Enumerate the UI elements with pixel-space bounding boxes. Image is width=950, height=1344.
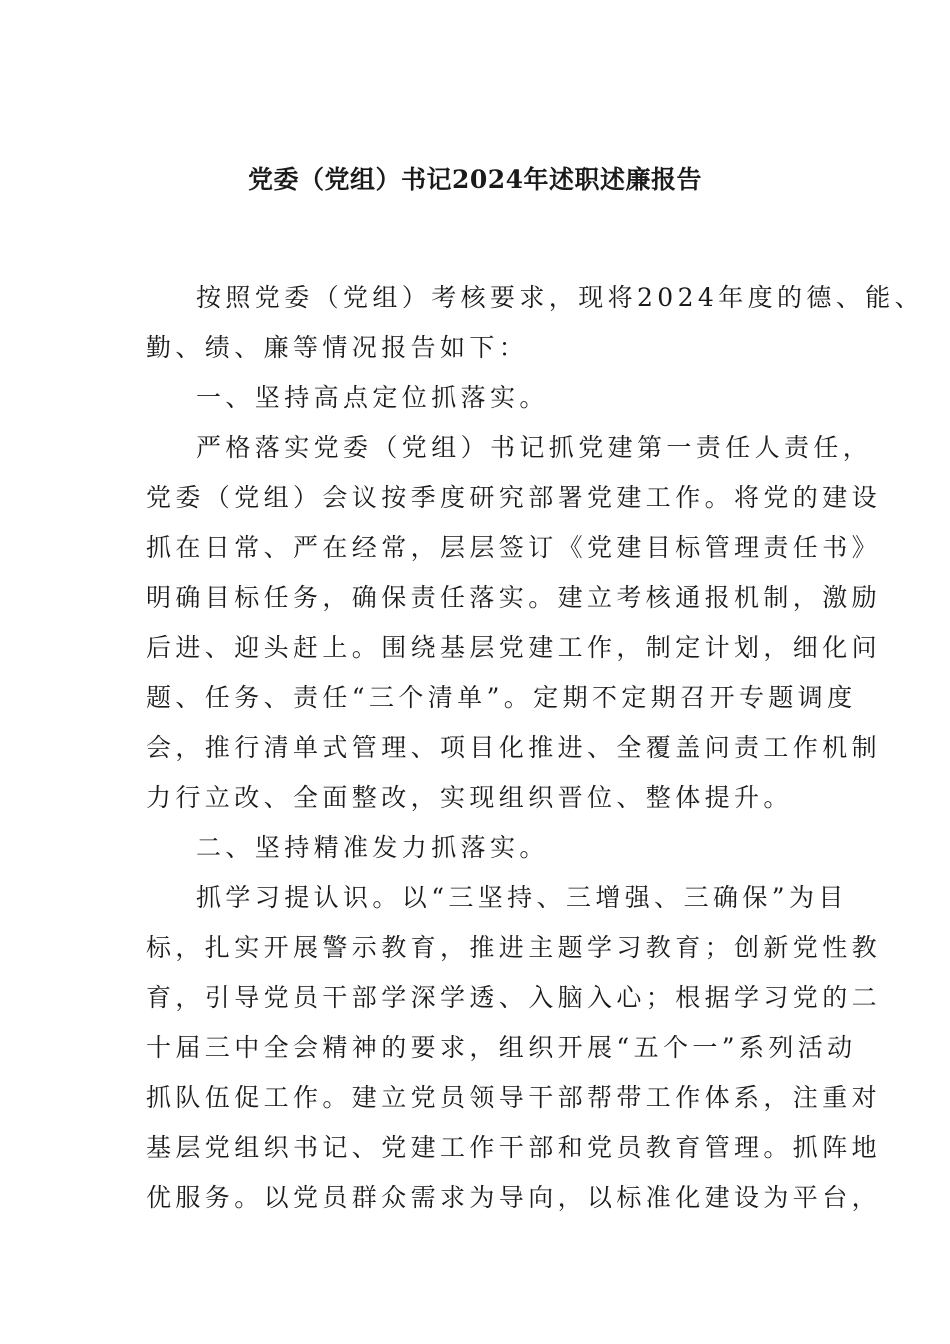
body-line-5: 党委（党组）会议按季度研究部署党建工作。将党的建设 xyxy=(146,483,882,512)
body-line-15: 育，引导党员干部学深学透、入脑入心；根据学习党的二 xyxy=(146,983,882,1012)
body-line-8: 后进、迎头赶上。围绕基层党建工作，制定计划，细化问 xyxy=(146,633,882,662)
body-line-9: 题、任务、责任“三个清单”。定期不定期召开专题调度 xyxy=(146,683,857,712)
section-heading-2: 二、坚持精准发力抓落实。 xyxy=(196,833,549,862)
body-line-16: 十届三中全会精神的要求，组织开展“五个一”系列活动 xyxy=(146,1033,857,1062)
document-title: 党委（党组）书记2024年述职述廉报告 xyxy=(247,165,703,194)
body-line-6: 抓在日常、严在经常，层层签订《党建目标管理责任书》 xyxy=(146,533,882,562)
section-heading-1: 一、坚持高点定位抓落实。 xyxy=(196,383,549,412)
body-line-19: 优服务。以党员群众需求为导向，以标准化建设为平台， xyxy=(146,1183,882,1212)
body-line-17: 抓队伍促工作。建立党员领导干部帮带工作体系，注重对 xyxy=(146,1083,882,1112)
body-line-14: 标，扎实开展警示教育，推进主题学习教育；创新党性教 xyxy=(146,933,882,962)
body-line-11: 力行立改、全面整改，实现组织晋位、整体提升。 xyxy=(146,783,793,812)
body-line-2: 勤、绩、廉等情况报告如下： xyxy=(146,333,529,362)
body-line-18: 基层党组织书记、党建工作干部和党员教育管理。抓阵地 xyxy=(146,1133,882,1162)
body-line-1: 按照党委（党组）考核要求，现将2024年度的德、能、 xyxy=(196,283,925,312)
body-line-10: 会，推行清单式管理、项目化推进、全覆盖问责工作机制 xyxy=(146,733,882,762)
body-line-4: 严格落实党委（党组）书记抓党建第一责任人责任， xyxy=(196,433,873,462)
body-line-7: 明确目标任务，确保责任落实。建立考核通报机制，激励 xyxy=(146,583,882,612)
body-line-13: 抓学习提认识。以“三坚持、三增强、三确保”为目 xyxy=(196,883,848,912)
